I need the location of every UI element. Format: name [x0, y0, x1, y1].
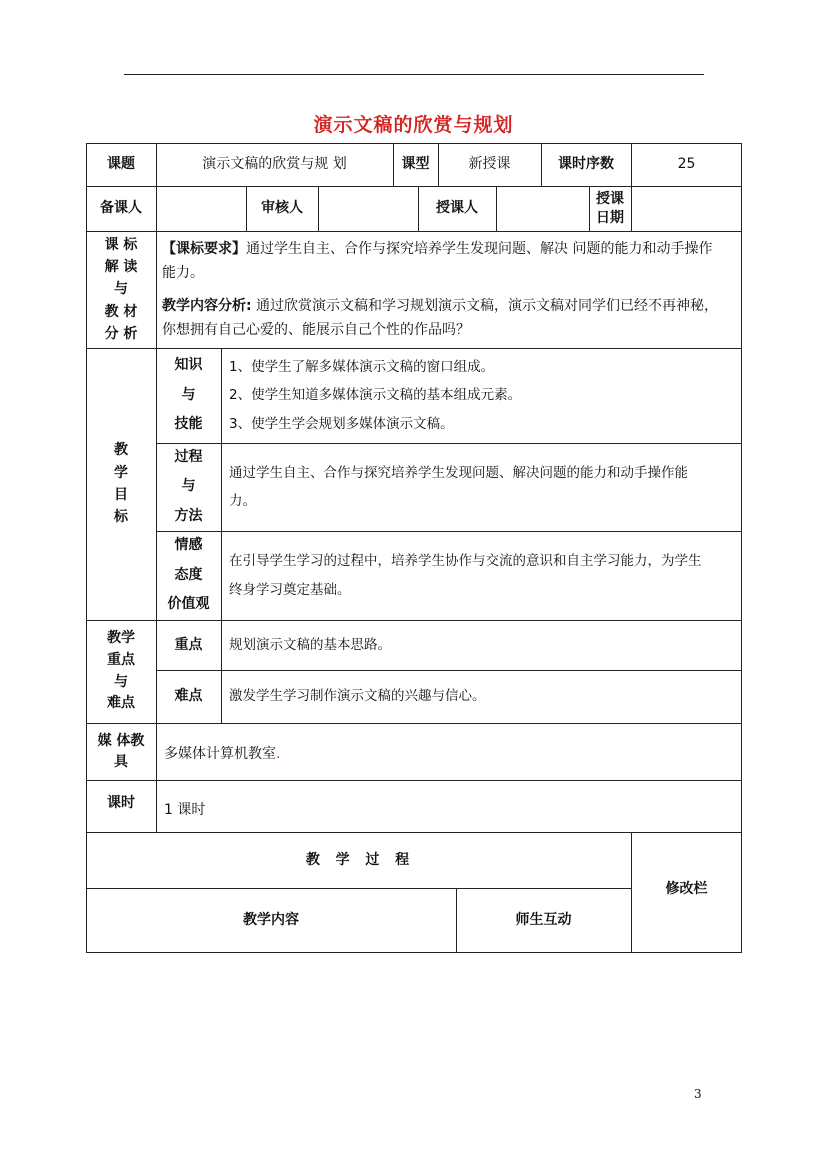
type-label: 课型 [401, 156, 430, 172]
interaction-label: 师生互动 [515, 912, 572, 928]
knowledge-item: 2、使学生知道多媒体演示文稿的基本组成元素。 [229, 387, 522, 404]
requirement-line-2: 能力。 [162, 265, 204, 281]
standards-side-line: 分 析 [104, 326, 138, 343]
process-label-line: 方法 [174, 507, 203, 524]
attitude-label-line: 态度 [174, 566, 203, 583]
media-text-mark: . [276, 746, 281, 762]
keypoints-side-line: 教学 [107, 630, 135, 647]
process-text-line-2: 力。 [229, 493, 256, 509]
standards-side-line: 课 标 [104, 236, 138, 253]
attitude-label-line: 价值观 [167, 596, 210, 613]
attitude-text-line-1: 在引导学生学习的过程中，培养学生协作与交流的意识和自主学习能力，为学生 [229, 553, 702, 570]
requirement-label: 【课标要求】 [162, 240, 246, 257]
order-value: 25 [677, 156, 696, 172]
type-value: 新授课 [468, 156, 511, 172]
hours-label: 课时 [107, 794, 135, 811]
knowledge-label-line: 技能 [174, 416, 203, 433]
process-method-label [156, 443, 221, 531]
objectives-side-line: 教 [114, 442, 128, 459]
knowledge-label [156, 348, 221, 443]
media-label-line-2: 具 [114, 753, 128, 770]
lesson-plan-table [86, 143, 742, 953]
objectives-side-line: 标 [114, 509, 128, 526]
standards-side-line: 教 材 [104, 303, 138, 320]
page-title: 演示文稿的欣赏与规划 [313, 114, 514, 136]
key-text: 规划演示文稿的基本思路。 [229, 636, 391, 653]
media-text [156, 723, 742, 780]
knowledge-item: 3、使学生学会规划多媒体演示文稿。 [229, 415, 454, 432]
process-label-line: 过程 [174, 448, 203, 465]
teacher-label: 授课人 [436, 200, 478, 216]
keypoints-side-label [86, 620, 156, 723]
difficulty-label: 难点 [174, 688, 203, 704]
difficulty-text: 激发学生学习制作演示文稿的兴趣与信心。 [229, 688, 486, 705]
reviewer-label: 审核人 [261, 200, 303, 216]
knowledge-label-line: 知识 [174, 357, 203, 374]
standards-side-line: 与 [114, 281, 128, 298]
standards-content [156, 231, 742, 348]
knowledge-item: 1、使学生了解多媒体演示文稿的窗口组成。 [229, 358, 495, 375]
process-text-line-1: 通过学生自主、合作与探究培养学生发现问题、解决问题的能力和动手操作能 [229, 464, 688, 481]
hours-text: 1 课时 [164, 801, 206, 818]
preparer-label: 备课人 [100, 200, 142, 216]
process-header: 教 学 过 程 [305, 851, 412, 868]
keypoints-side-line: 重点 [107, 651, 135, 668]
objectives-side-line: 目 [114, 487, 128, 503]
page-number: 3 [694, 1087, 702, 1101]
objectives-side-line: 学 [114, 464, 128, 481]
media-label-line-1: 媒 体教 [97, 733, 145, 750]
standards-side-label [86, 231, 156, 348]
standards-side-line: 解 读 [104, 258, 138, 275]
date-label-line-1: 授课 [596, 191, 624, 208]
requirement-line-1 [162, 237, 712, 262]
topic-value: 演示文稿的欣赏与规 划 [202, 156, 347, 172]
analysis-text: 通过欣赏演示文稿和学习规划演示文稿，演示文稿对同学们已经不再神秘， [251, 297, 719, 314]
requirement-text: 通过学生自主、合作与探究培养学生发现问题、解决 问题的能力和动手操作 [246, 240, 713, 257]
media-label [86, 723, 156, 780]
analysis-line-1 [162, 294, 718, 319]
header-rule [124, 74, 704, 75]
knowledge-label-line: 与 [181, 386, 196, 403]
media-text-value: 多媒体计算机教室 [164, 746, 276, 762]
keypoints-side-line: 难点 [107, 695, 135, 712]
analysis-label: 教学内容分析: [162, 297, 252, 314]
attitude-text [221, 531, 742, 620]
date-label [589, 186, 631, 231]
order-label: 课时序数 [558, 156, 614, 172]
content-label: 教学内容 [243, 912, 299, 928]
objectives-side-label [86, 348, 156, 620]
topic-label: 课题 [107, 156, 135, 172]
keypoints-side-line: 与 [114, 673, 128, 690]
attitude-text-line-2: 终身学习奠定基础。 [229, 581, 351, 598]
revision-label: 修改栏 [665, 881, 708, 897]
process-method-text [221, 443, 742, 531]
attitude-label [156, 531, 221, 620]
process-label-line: 与 [181, 478, 196, 495]
key-label: 重点 [174, 636, 203, 653]
attitude-label-line: 情感 [174, 537, 203, 554]
date-label-line-2: 日期 [596, 209, 624, 226]
analysis-line-2: 你想拥有自己心爱的、能展示自己个性的作品吗？ [162, 322, 470, 338]
knowledge-items [221, 348, 742, 443]
